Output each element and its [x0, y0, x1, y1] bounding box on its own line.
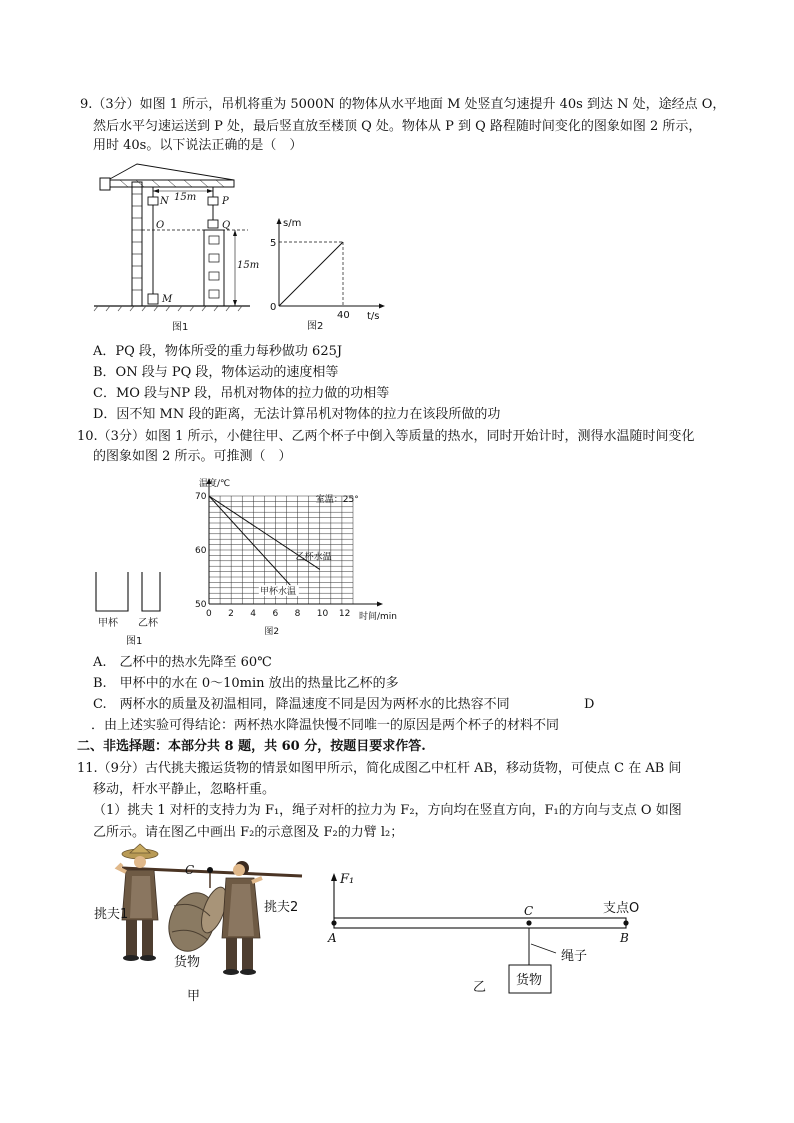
figa-label-cargo: 货物 — [174, 955, 201, 970]
label-15m-top: 15m — [174, 192, 197, 203]
porter1-illustration — [118, 844, 158, 961]
figb-label-b: B — [620, 931, 629, 945]
q10-line2: 的图象如图 2 所示。可推测（ ） — [93, 449, 292, 464]
figa-caption: 甲 — [187, 989, 201, 1004]
label-m: M — [162, 294, 173, 305]
q10-option-a: A. 乙杯中的热水先降至 60℃ — [93, 655, 272, 670]
q9-line3: 用时 40s。以下说法正确的是（ ） — [93, 138, 303, 153]
y-axis-label: 温度/℃ — [199, 479, 231, 489]
q11-line3: （1）挑夫 1 对杆的支持力为 F₁，绳子对杆的拉力为 F₂，方向均在竖直方向，F₁的方向与支点 O 如图 — [93, 803, 682, 818]
st-ylabel: s/m — [283, 218, 302, 229]
x-tick-label: 2 — [228, 609, 234, 619]
q10-figure2-temperature-chart — [190, 474, 415, 649]
figb-label-pivot: 支点O — [603, 901, 640, 916]
q9-figure1-crane — [90, 160, 260, 335]
y-tick-label: 70 — [195, 492, 207, 502]
figb-label-f1: F₁ — [340, 872, 355, 887]
q9-line1: 9.（3分）如图 1 所示，吊机将重为 5000N 的物体从水平地面 M 处竖直匀速提升 40s 到达 N 处，途经点 O， — [80, 97, 726, 112]
porter2-illustration — [222, 861, 262, 975]
figure1-caption: 图1 — [172, 322, 189, 333]
figb-label-a: A — [328, 931, 337, 945]
cup-b-label: 乙杯 — [138, 618, 158, 629]
q9-option-a: A．PQ 段，物体所受的重力每秒做功 625J — [93, 344, 343, 359]
cargo-bundle-illustration — [161, 884, 232, 958]
x-tick-label: 10 — [316, 609, 329, 619]
st-xlabel: t/s — [367, 311, 380, 322]
series-label-jia: 甲杯水温 — [259, 587, 296, 598]
x-axis-label: 时间/min — [359, 612, 398, 622]
q9-option-b: B．ON 段与 PQ 段，物体运动的速度相等 — [93, 365, 339, 380]
chart-caption: 图2 — [264, 627, 280, 637]
figb-label-c: C — [524, 904, 534, 918]
cup-a-label: 甲杯 — [98, 618, 118, 629]
label-p: P — [222, 196, 229, 207]
label-o: O — [156, 220, 165, 231]
q10-option-b: B. 甲杯中的水在 0～10min 放出的热量比乙杯的多 — [93, 676, 399, 691]
q11-line1: 11.（9分）古代挑夫搬运货物的情景如图甲所示，简化成图乙中杠杆 AB，移动货物，可使点 C 在 AB 间 — [77, 761, 682, 776]
st-y-tick-5: 5 — [270, 238, 277, 249]
figa-label-porter1: 挑夫1 — [94, 907, 129, 922]
section2-heading: 二、非选择题：本部分共 8 题，共 60 分，按题目要求作答. — [77, 739, 426, 754]
q10-option-d-letter: D — [584, 697, 595, 712]
x-tick-label: 12 — [338, 609, 351, 619]
q9-option-c: C．MO 段与NP 段，吊机对物体的拉力做的功相等 — [93, 386, 390, 401]
x-axis-arrow — [377, 602, 383, 607]
cups-caption: 图1 — [126, 636, 143, 647]
figb-label-cargo: 货物 — [516, 973, 543, 988]
q11-line4: 乙所示。请在图乙中画出 F₂的示意图及 F₂的力臂 l₂； — [93, 825, 404, 840]
y-tick-label: 50 — [195, 600, 207, 610]
x-tick-label: 4 — [250, 609, 257, 619]
st-x-tick-40: 40 — [337, 310, 350, 321]
q10-line1: 10.（3分）如图 1 所示，小健往甲、乙两个杯子中倒入等质量的热水，同时开始计时，测得水温随时间变化 — [77, 429, 695, 444]
figure2-caption: 图2 — [307, 321, 324, 332]
q10-figure1-cups — [88, 566, 178, 648]
label-q: Q — [222, 220, 231, 231]
q9-line2: 然后水平匀速运送到 P 处，最后竖直放至楼顶 Q 处。物体从 P 到 Q 路程随时间变化的图象如图 2 所示， — [93, 119, 702, 134]
x-tick-label: 6 — [272, 609, 279, 619]
q11-line2: 移动，杆水平静止，忽略杆重。 — [93, 782, 276, 797]
chart-annotation: 室温：25° — [315, 495, 359, 505]
x-tick-label: 0 — [206, 609, 212, 619]
figb-label-rope: 绳子 — [561, 949, 588, 964]
figb-caption: 乙 — [473, 980, 487, 995]
label-n: N — [160, 196, 169, 207]
figa-label-porter2: 挑夫2 — [264, 900, 299, 915]
q11-figure-lever-diagram — [320, 862, 660, 997]
q11-figure-porters-illustration — [92, 840, 312, 1005]
q10-option-c: C. 两杯水的质量及初温相同，降温速度不同是因为两杯水的比热容不同 — [93, 697, 510, 712]
y-tick-label: 60 — [195, 546, 207, 556]
series-label-yi: 乙杯水温 — [295, 552, 332, 563]
q10-option-d-text: ．由上述实验可得结论：两杯热水降温快慢不同唯一的原因是两个杯子的材料不同 — [91, 718, 560, 733]
q9-option-d: D．因不知 MN 段的距离，无法计算吊机对物体的拉力在该段所做的功 — [93, 407, 501, 422]
st-origin: 0 — [270, 302, 277, 313]
figa-label-c: C — [185, 863, 195, 877]
x-tick-label: 8 — [294, 609, 301, 619]
q9-figure2-st-graph — [265, 212, 390, 337]
label-15m-right: 15m — [237, 260, 260, 271]
